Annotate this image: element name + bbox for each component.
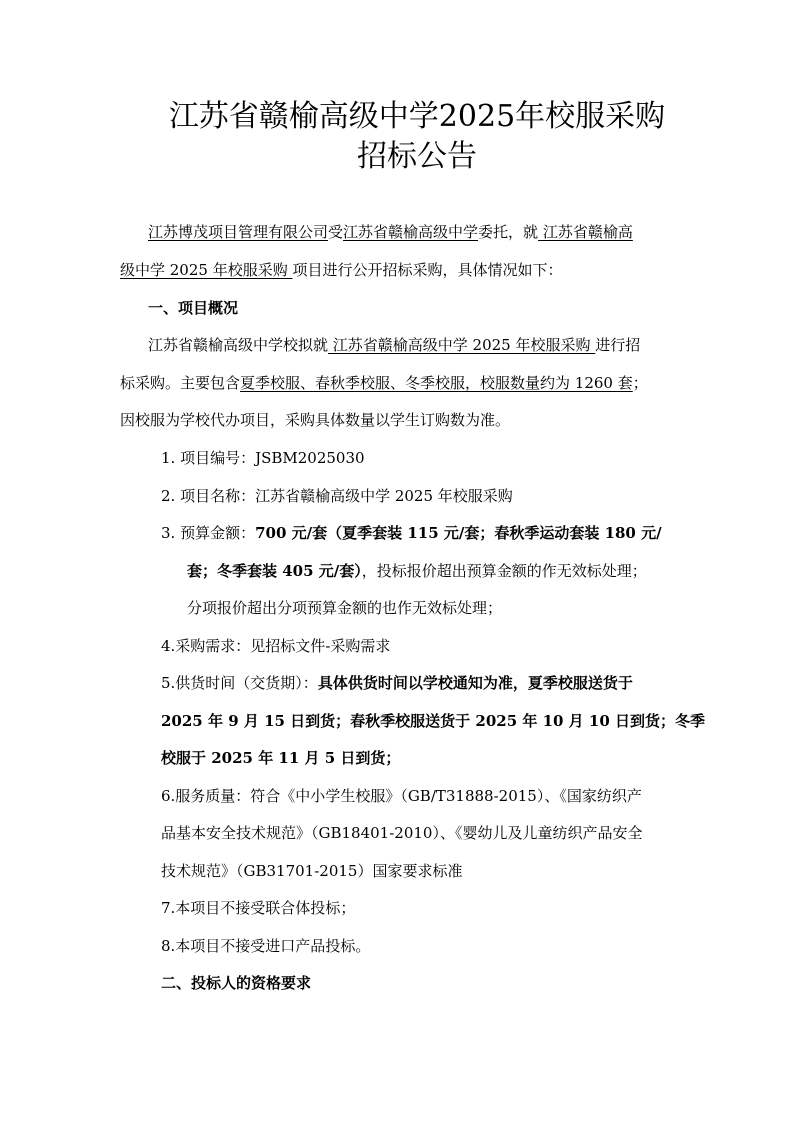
item-6-line3: 技术规范》（GB31701-2015）国家要求标准 [161, 862, 463, 880]
intro-entrusted-prefix: 受 [328, 223, 344, 241]
intro-line1 [148, 222, 633, 242]
item-5-line1 [161, 673, 633, 693]
item-3-line2 [187, 561, 647, 581]
item-6-line1: 6.服务质量：符合《中小学生校服》（GB/T31888-2015）、《国家纺织产 [161, 787, 642, 805]
s1-p1-project: 江苏省赣榆高级中学 2025 年校服采购 [328, 336, 596, 354]
item-5-line2: 2025 年 9 月 15 日到货；春秋季校服送货于 2025 年 10 月 10 日到货；冬季 [161, 712, 706, 730]
item-5-text1: 具体供货时间以学校通知为准，夏季校服送货于 [317, 674, 633, 692]
s1-para-line1 [148, 335, 640, 355]
purchaser-name: 江苏省赣榆高级中学 [343, 223, 479, 241]
item-4: 4.采购需求：见招标文件-采购需求 [161, 637, 391, 655]
item-6-line2: 品基本安全技术规范》（GB18401-2010）、《婴幼儿及儿童纺织产品安全 [161, 824, 643, 842]
s1-para-line2 [120, 373, 648, 393]
item-3-budget-cont: 套；冬季套装 405 元/套） [187, 562, 362, 580]
s1-p2-suffix: ； [632, 374, 648, 392]
item-3-line3: 分项报价超出分项预算金额的也作无效标处理； [187, 599, 503, 617]
item-1: 1. 项目编号：JSBM2025030 [161, 449, 365, 467]
item-3-line1 [161, 523, 662, 543]
item-3-rule: ，投标报价超出预算金额的作无效标处理； [361, 562, 647, 580]
item-8: 8.本项目不接受进口产品投标。 [161, 937, 371, 955]
project-name-part1: 江苏省赣榆高 [538, 223, 633, 241]
doc-title-line1: 江苏省赣榆高级中学2025年校服采购 [168, 99, 666, 134]
doc-title-line2: 招标公告 [357, 139, 477, 174]
s1-p2-scope: 夏季校服、春秋季校服、冬季校服，校服数量约为 1260 套 [240, 374, 633, 392]
item-5-line3: 校服于 2025 年 11 月 5 日到货； [161, 749, 401, 767]
item-3-budget: 700 元/套（夏季套装 115 元/套；春秋季运动套装 180 元/ [255, 524, 662, 542]
section1-heading: 一、项目概况 [148, 299, 239, 317]
project-name-part2: 级中学 2025 年校服采购 [120, 261, 293, 279]
section2-heading: 二、投标人的资格要求 [161, 974, 312, 992]
item-5-label: 5.供货时间（交货期）： [161, 674, 318, 692]
item-2: 2. 项目名称：江苏省赣榆高级中学 2025 年校服采购 [161, 487, 513, 505]
item-3-label: 3. 预算金额： [161, 524, 256, 542]
intro-line2 [120, 260, 563, 280]
intro-rest: 项目进行公开招标采购，具体情况如下： [292, 261, 563, 279]
intro-entrusted-suffix: 委托，就 [478, 223, 539, 241]
agency-name: 江苏博茂项目管理有限公司 [148, 223, 329, 241]
s1-p2-prefix: 标采购。主要包含 [120, 374, 241, 392]
s1-p1-suffix: 进行招 [595, 336, 641, 354]
s1-p1-prefix: 江苏省赣榆高级中学校拟就 [148, 336, 329, 354]
item-7: 7.本项目不接受联合体投标； [161, 899, 356, 917]
s1-para-line3: 因校服为学校代办项目，采购具体数量以学生订购数为准。 [120, 411, 511, 429]
